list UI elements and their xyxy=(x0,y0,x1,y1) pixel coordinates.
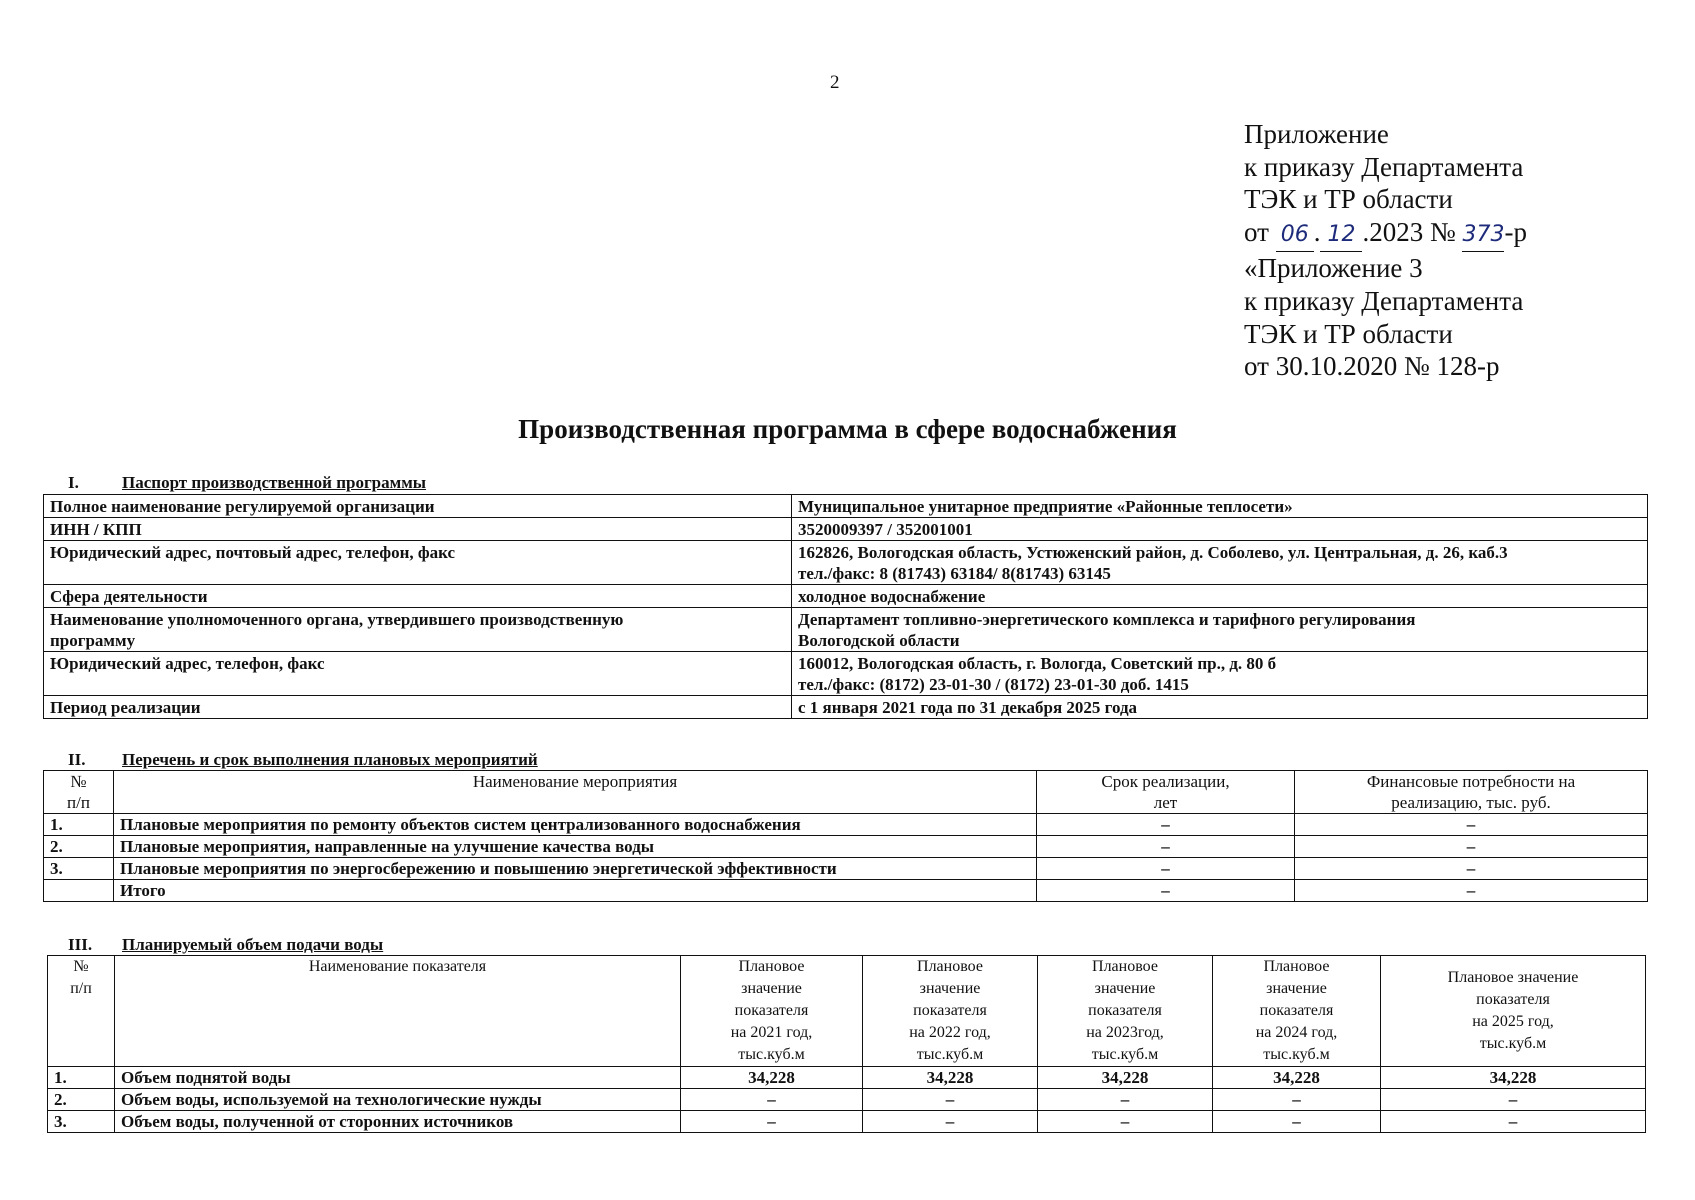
header-line: тыс.куб.м xyxy=(1479,1035,1547,1052)
document-title: Производственная программа в сфере водоснабжения xyxy=(518,414,1177,444)
header-line: показателя xyxy=(1088,1002,1162,1019)
header-line: на 2024 год, xyxy=(1255,1024,1338,1041)
date-dot: . xyxy=(1313,216,1321,247)
label-line: программу xyxy=(50,631,136,650)
header-line: реализацию, тыс. руб. xyxy=(1391,793,1551,812)
header-line: Плановое xyxy=(1263,958,1330,975)
section-2-heading xyxy=(68,750,538,770)
section-1-heading xyxy=(68,473,426,493)
cell-num: 1. xyxy=(48,1067,115,1089)
table-row xyxy=(44,541,1648,585)
row-label: Сфера деятельности xyxy=(44,585,792,608)
value-line: Вологодской области xyxy=(798,631,960,650)
row-value: Муниципальное унитарное предприятие «Районные теплосети» xyxy=(792,495,1648,518)
row-label: Юридический адрес, почтовый адрес, телефон, факс xyxy=(44,541,792,585)
annex-line: ТЭК и ТР области xyxy=(1244,318,1453,349)
cell-value: – xyxy=(1038,1089,1213,1111)
header-line: значение xyxy=(1266,980,1327,997)
cell-name: Плановые мероприятия по энергосбережению и повышению энергетической эффективности xyxy=(114,858,1037,880)
handwritten-day: 06 xyxy=(1276,219,1314,253)
header-line: Срок реализации, xyxy=(1101,772,1230,791)
annex-line: Приложение xyxy=(1244,119,1389,149)
passport-table xyxy=(43,494,1648,719)
header-line: тыс.куб.м xyxy=(738,1046,805,1063)
table-row xyxy=(44,696,1648,719)
header-line: значение xyxy=(1094,980,1156,997)
header-line: значение xyxy=(741,980,802,997)
value-line: Департамент топливно-энергетического комплекса и тарифного регулирования xyxy=(798,610,1416,629)
header-line: Плановое xyxy=(917,958,983,975)
header-name: Наименование показателя xyxy=(115,956,681,1067)
section-number: III. xyxy=(68,935,93,954)
header-line: на 2021 год, xyxy=(730,1024,813,1041)
header-line: Финансовые потребности на xyxy=(1366,772,1576,791)
header-line: п/п xyxy=(70,980,92,997)
cell-value: – xyxy=(863,1089,1038,1111)
handwritten-month: 12 xyxy=(1320,219,1362,253)
cell-value: – xyxy=(681,1089,863,1111)
date-year: .2023 № xyxy=(1362,216,1456,247)
cell-term: – xyxy=(1037,858,1295,880)
section-number: I. xyxy=(68,473,79,492)
section-3-heading xyxy=(68,935,383,955)
row-value xyxy=(792,652,1648,696)
table-row xyxy=(48,1067,1646,1089)
table-row xyxy=(44,608,1648,652)
header-line: тыс.куб.м xyxy=(916,1046,984,1063)
cell-num: 3. xyxy=(44,858,114,880)
cell-value: – xyxy=(681,1111,863,1133)
header-line: на 2022 год, xyxy=(909,1024,991,1041)
value-line: тел./факс: 8 (81743) 63184/ 8(81743) 63145 xyxy=(798,564,1111,583)
row-label: Полное наименование регулируемой организации xyxy=(44,495,792,518)
section-title: Паспорт производственной программы xyxy=(122,473,427,492)
header-year-2025 xyxy=(1381,956,1646,1067)
annex-line: «Приложение 3 xyxy=(1244,253,1423,284)
row-label: Период реализации xyxy=(44,696,792,719)
section-title: Перечень и срок выполнения плановых мероприятий xyxy=(122,750,538,769)
header-line: на 2025 год, xyxy=(1472,1013,1554,1030)
header-line: показателя xyxy=(734,1002,809,1019)
cell-value: – xyxy=(863,1111,1038,1133)
header-year-2021 xyxy=(681,956,863,1067)
date-prefix: от xyxy=(1244,216,1269,247)
section-number: II. xyxy=(68,750,86,769)
table-header-row xyxy=(44,771,1648,814)
cell-term: – xyxy=(1037,880,1295,902)
value-line: тел./факс: (8172) 23-01-30 / (8172) 23-01-30 доб. 1415 xyxy=(798,675,1189,694)
table-row xyxy=(44,518,1648,541)
table-row xyxy=(44,836,1648,858)
row-value xyxy=(792,608,1648,652)
annex-line: к приказу Департамента xyxy=(1244,151,1524,182)
cell-name: Итого xyxy=(114,880,1037,902)
page-number: 2 xyxy=(830,72,840,93)
cell-value: – xyxy=(1381,1111,1646,1133)
header-num xyxy=(48,956,115,1067)
cell-name: Объем поднятой воды xyxy=(115,1067,681,1089)
table-header-row xyxy=(48,956,1646,1067)
table-row-total xyxy=(44,880,1648,902)
table-row xyxy=(48,1089,1646,1111)
row-value: 3520009397 / 352001001 xyxy=(792,518,1648,541)
value-line: 162826, Вологодская область, Устюженский район, д. Соболево, ул. Центральная, д. 26, каб.3 xyxy=(798,543,1508,562)
header-num xyxy=(44,771,114,814)
cell-value: – xyxy=(1038,1111,1213,1133)
order-suffix: -р xyxy=(1504,216,1527,247)
cell-term: – xyxy=(1037,814,1295,836)
cell-value: 34,228 xyxy=(681,1067,863,1089)
value-line: 160012, Вологодская область, г. Вологда, Советский пр., д. 80 б xyxy=(798,654,1277,673)
header-line: значение xyxy=(919,980,981,997)
annex-line: ТЭК и ТР области xyxy=(1244,184,1453,215)
cell-num: 2. xyxy=(48,1089,115,1111)
table-row xyxy=(44,652,1648,696)
header-finance xyxy=(1295,771,1648,814)
header-term xyxy=(1037,771,1295,814)
header-year-2022 xyxy=(863,956,1038,1067)
header-line: Плановое xyxy=(738,958,805,975)
table-row xyxy=(44,495,1648,518)
cell-value: 34,228 xyxy=(1038,1067,1213,1089)
header-year-2024 xyxy=(1213,956,1381,1067)
table-row xyxy=(44,814,1648,836)
row-label: ИНН / КПП xyxy=(44,518,792,541)
cell-num: 1. xyxy=(44,814,114,836)
header-line: Плановое значение xyxy=(1447,969,1579,986)
cell-num: 3. xyxy=(48,1111,115,1133)
row-value: с 1 января 2021 года по 31 декабря 2025 года xyxy=(792,696,1648,719)
cell-value: 34,228 xyxy=(863,1067,1038,1089)
header-line: Плановое xyxy=(1092,958,1158,975)
cell-finance: – xyxy=(1295,836,1648,858)
row-value xyxy=(792,541,1648,585)
row-label xyxy=(44,608,792,652)
header-line: показателя xyxy=(1259,1002,1334,1019)
header-line: № xyxy=(70,772,87,791)
table-row xyxy=(44,858,1648,880)
cell-finance: – xyxy=(1295,814,1648,836)
header-name: Наименование мероприятия xyxy=(114,771,1037,814)
annex-line: от 30.10.2020 № 128-р xyxy=(1244,351,1500,382)
header-line: № xyxy=(73,958,89,975)
header-line: показателя xyxy=(1476,991,1550,1008)
cell-value: – xyxy=(1213,1111,1381,1133)
row-value: холодное водоснабжение xyxy=(792,585,1648,608)
annex-date-line xyxy=(1244,216,1527,253)
cell-name: Объем воды, используемой на технологические нужды xyxy=(115,1089,681,1111)
header-line: тыс.куб.м xyxy=(1091,1046,1159,1063)
row-label: Юридический адрес, телефон, факс xyxy=(44,652,792,696)
measures-table xyxy=(43,770,1648,902)
header-line: тыс.куб.м xyxy=(1263,1046,1330,1063)
header-line: п/п xyxy=(67,793,90,812)
header-line: на 2023год, xyxy=(1086,1024,1164,1041)
cell-num xyxy=(44,880,114,902)
cell-name: Плановые мероприятия по ремонту объектов систем централизованного водоснабжения xyxy=(114,814,1037,836)
annex-block xyxy=(1244,118,1527,383)
cell-term: – xyxy=(1037,836,1295,858)
cell-name: Объем воды, полученной от сторонних источников xyxy=(115,1111,681,1133)
table-row xyxy=(44,585,1648,608)
cell-name: Плановые мероприятия, направленные на улучшение качества воды xyxy=(114,836,1037,858)
cell-finance: – xyxy=(1295,858,1648,880)
header-year-2023 xyxy=(1038,956,1213,1067)
cell-finance: – xyxy=(1295,880,1648,902)
cell-value: – xyxy=(1213,1089,1381,1111)
header-line: лет xyxy=(1153,793,1178,812)
header-line: показателя xyxy=(913,1002,987,1019)
handwritten-order-number: 373 xyxy=(1462,219,1504,253)
cell-value: – xyxy=(1381,1089,1646,1111)
label-line: Наименование уполномоченного органа, утвердившего производственную xyxy=(50,610,624,629)
cell-num: 2. xyxy=(44,836,114,858)
annex-line: к приказу Департамента xyxy=(1244,285,1524,316)
water-supply-table xyxy=(47,955,1646,1133)
section-title: Планируемый объем подачи воды xyxy=(122,935,384,954)
cell-value: 34,228 xyxy=(1381,1067,1646,1089)
cell-value: 34,228 xyxy=(1213,1067,1381,1089)
table-row xyxy=(48,1111,1646,1133)
